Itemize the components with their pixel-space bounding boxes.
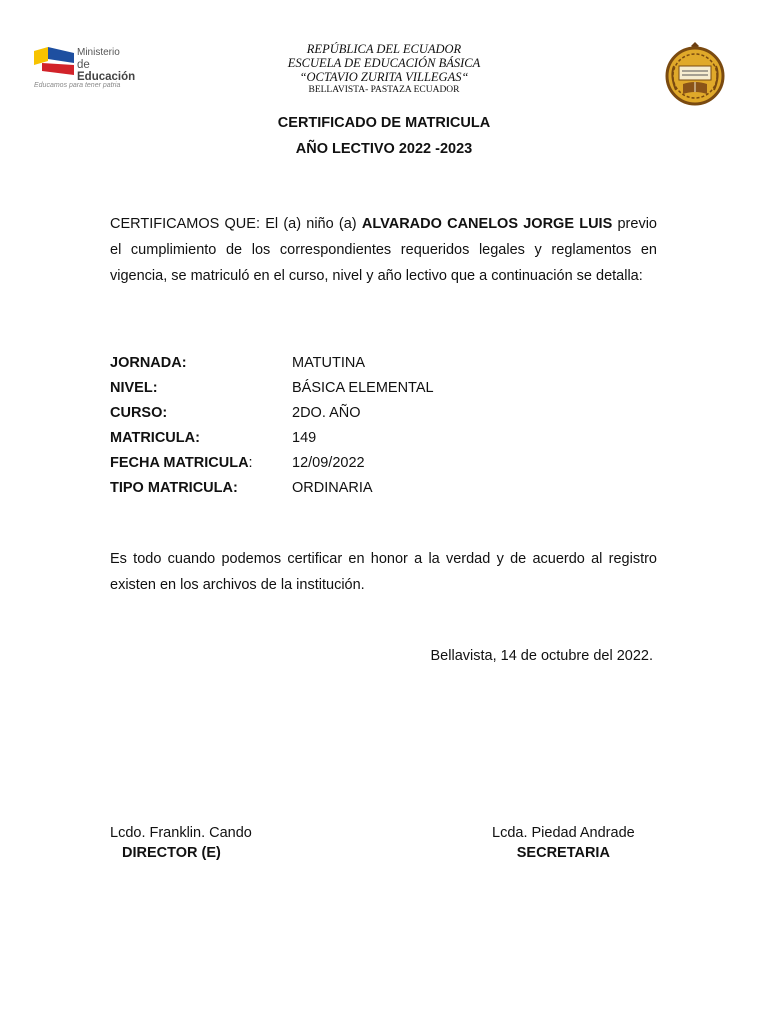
secretary-signature xyxy=(492,823,635,863)
certificate-title: CERTIFICADO DE MATRICULA xyxy=(277,115,491,131)
detail-label: JORNADA: xyxy=(110,355,187,371)
school-name-heading: “OCTAVIO ZURITA VILLEGAS“ xyxy=(299,70,469,84)
ministry-logo-line2: de Educación xyxy=(77,59,136,83)
school-location: BELLAVISTA- PASTAZA ECUADOR xyxy=(308,85,460,95)
detail-label: TIPO MATRICULA: xyxy=(110,480,238,496)
detail-value: 149 xyxy=(292,430,317,446)
detail-label: MATRICULA: xyxy=(110,430,200,446)
intro-text-continued: previo el cumplimiento de los correspondientes requeridos legales y reglamentos en vigencia, se matriculó en el curso, nivel y año lectivo que a continuación se detalla: xyxy=(110,216,657,284)
ecuador-flag-logo-icon xyxy=(34,47,74,75)
school-year-title: AÑO LECTIVO 2022 -2023 xyxy=(295,141,473,157)
detail-value: 2DO. AÑO xyxy=(292,405,361,421)
director-signature xyxy=(110,823,252,863)
place-date: Bellavista, 14 de octubre del 2022. xyxy=(430,648,653,664)
director-name: Lcdo. Franklin. Cando xyxy=(110,825,252,841)
detail-value: MATUTINA xyxy=(292,355,366,371)
certification-paragraph xyxy=(110,211,657,289)
detail-value: BÁSICA ELEMENTAL xyxy=(292,380,434,396)
detail-value: ORDINARIA xyxy=(292,480,373,496)
detail-label: NIVEL: xyxy=(110,380,158,396)
secretary-name: Lcda. Piedad Andrade xyxy=(492,825,635,841)
secretary-role: SECRETARIA xyxy=(516,845,610,861)
ministry-slogan: Educamos para tener patria xyxy=(34,82,121,89)
detail-label: FECHA MATRICULA: xyxy=(110,455,253,471)
school-type-heading: ESCUELA DE EDUCACIÓN BÁSICA xyxy=(287,56,481,70)
student-name: ALVARADO CANELOS JORGE LUIS xyxy=(361,216,613,232)
closing-paragraph: Es todo cuando podemos certificar en honor a la verdad y de acuerdo al registro existen en los archivos de la institución. xyxy=(110,551,657,593)
ministry-of-education-logo xyxy=(34,44,146,94)
country-heading: REPÚBLICA DEL ECUADOR xyxy=(306,42,462,56)
detail-label: CURSO: xyxy=(110,405,168,421)
school-crest-icon xyxy=(664,36,726,108)
school-header xyxy=(200,42,568,96)
ministry-logo-line1: Ministerio xyxy=(77,47,120,58)
intro-text: CERTIFICAMOS QUE: El (a) niño (a) xyxy=(110,216,362,232)
detail-value: 12/09/2022 xyxy=(292,455,365,471)
director-role: DIRECTOR (E) xyxy=(122,845,221,861)
